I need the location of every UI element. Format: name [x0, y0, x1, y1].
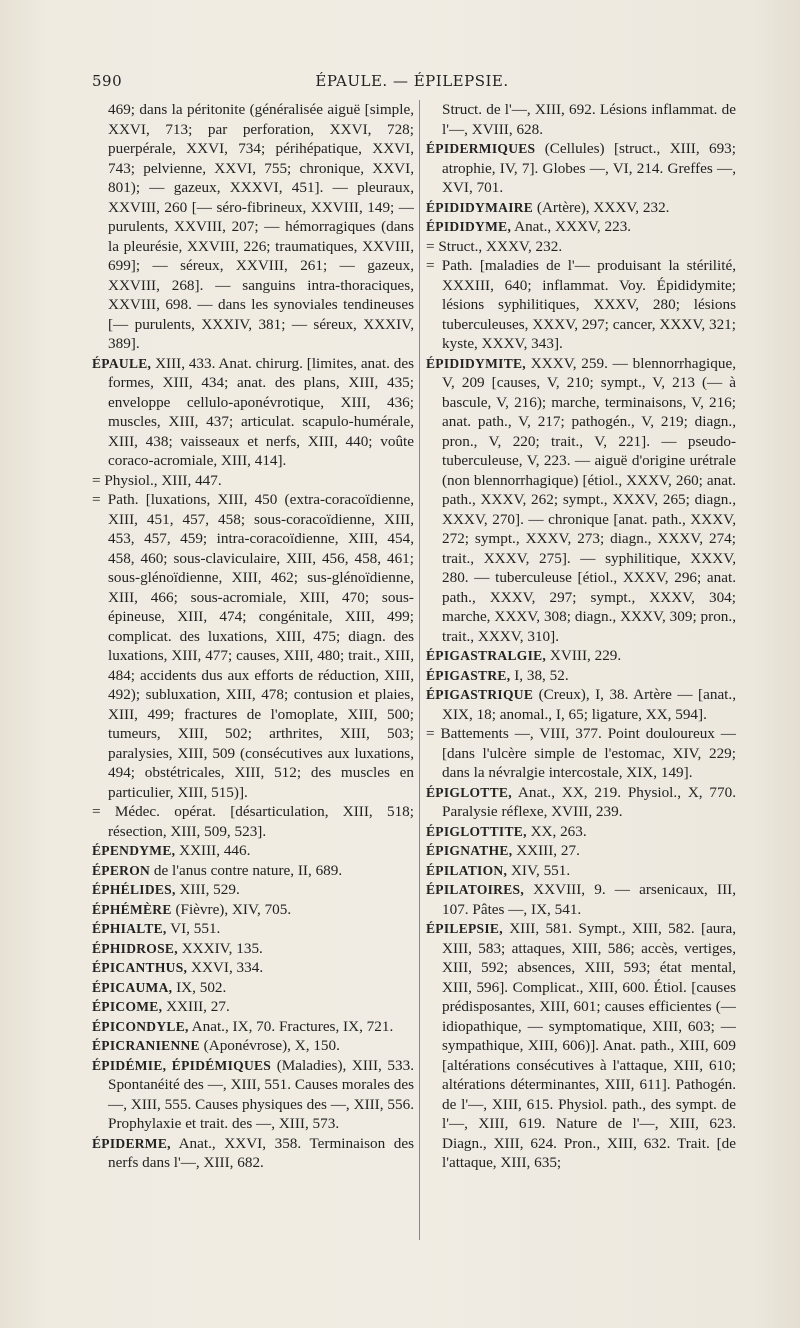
- entry-text: XVIII, 229.: [546, 647, 622, 664]
- entry-text: XXXIV, 135.: [177, 939, 263, 957]
- entry-headword: ÉPENDYME,: [92, 843, 176, 858]
- entry-text: 469; dans la péritonite (généralisée aiguë [simple, XXVI, 713; par perforation, XXVI, 728; puerpérale, XXVI, 734; périhépatique, XXVI, 743; pelvienne, XXVI, 755; chronique, XXVI, 801); — gazeux, XXXVI, 451]. — pleuraux, XXVIII, 260 [— séro-fibrineux, XXVIII, 149; — purulents, XXVIII, 207; — hémorragiques (dans la pleurésie, XXVIII, 226; traumatiques, XXVIII, 699]; — séreux, XXVIII, 261; — gazeux, XXVIII, 268]. — sanguins intra-thoraciques, XXVIII, 698. — dans les synoviales tendineuses [— purulents, XXXIV, 381; — séreux, XXXIV, 389].: [108, 101, 414, 352]
- index-entry: [92, 900, 414, 920]
- entry-headword: ÉPIGNATHE,: [426, 843, 513, 858]
- entry-headword: ÉPHÉLIDES,: [92, 882, 176, 897]
- entry-text: XIII, 581. Sympt., XIII, 582. [aura, XIII, 583; attaques, XIII, 586; accès, vertiges, XIII, 592; absences, XIII, 593; état mental, XIII, 596]. Complicat., XIII, 600. Étiol. [causes prédisposantes, XIII, 601; causes efficientes (— idiopathique, — symptomatique, XIII, 603; — sympathique, XIII, 606)]. Anat. path., XIII, 609 [altérations consécutives à l'attaque, XIII, 610; altérations déterminantes, XIII, 611]. Pathogén. de l'—, XIII, 615. Physiol. path., des sympt. de l'—, XIII, 619. Nature de l'—, XIII, 623. Diagn., XIII, 624. Pron., XIII, 632. Trait. [de l'attaque, XIII, 635;: [442, 920, 736, 1171]
- entry-text: VI, 551.: [166, 920, 221, 937]
- entry-headword: ÉPHÉMÈRE: [92, 901, 172, 917]
- entry-text: Anat., XXXV, 223.: [511, 218, 632, 235]
- index-entry: [92, 354, 414, 471]
- index-entry: [92, 841, 414, 861]
- entry-headword: ÉPAULE,: [92, 355, 152, 371]
- entry-headword: ÉPIDIDYME,: [426, 219, 512, 234]
- entry-text: (Aponévrose), X, 150.: [199, 1037, 340, 1054]
- index-entry: [426, 822, 736, 842]
- entry-text: = Path. [maladies de l'— produisant la stérilité, XXXIII, 640; inflammat. Voy. Épididymite; lésions syphilitiques, XXXV, 280; lésions tuberculeuses, XXXV, 297; cancer, XXXV, 321; kyste, XXXV, 343].: [426, 257, 736, 352]
- index-entry: [426, 861, 736, 881]
- entry-headword: ÉPIGASTRE,: [426, 667, 511, 683]
- entry-text: XXVI, 334.: [187, 959, 264, 976]
- entry-headword: ÉPERON: [92, 862, 151, 878]
- index-entry: [92, 1017, 414, 1037]
- column-divider: [419, 100, 420, 1240]
- index-entry: [426, 198, 736, 218]
- index-entry: [426, 256, 736, 354]
- entry-text: XIII, 433. Anat. chirurg. [limites, anat. des formes, XIII, 434; anat. des plans, XIII, 435; enveloppe cellulo-aponévrotique, XIII, 436; muscles, XIII, 437; articulat. scapulo-humérale, XIII, 438; vaisseaux et nerfs, XIII, 440; voûte coraco-acromiale, XIII, 414].: [108, 354, 414, 469]
- left-column: [92, 100, 414, 1173]
- index-entry: [92, 939, 414, 959]
- entry-headword: ÉPICRANIENNE: [92, 1038, 200, 1053]
- right-column: [426, 100, 736, 1173]
- entry-headword: ÉPICONDYLE,: [92, 1018, 189, 1034]
- index-entry: [426, 217, 736, 237]
- index-entry: [426, 880, 736, 919]
- entry-headword: ÉPIDIDYMITE,: [426, 355, 526, 371]
- index-entry: [426, 100, 736, 139]
- entry-headword: ÉPHIALTE,: [92, 921, 167, 936]
- entry-text: (Cellules) [struct., XIII, 693; atrophie, IV, 7]. Globes —, VI, 214. Greffes —, XVI, 701.: [442, 140, 736, 196]
- index-entry: [92, 100, 414, 354]
- entry-headword: ÉPHIDROSE,: [92, 940, 178, 956]
- index-entry: [92, 1056, 414, 1134]
- entry-text: Struct. de l'—, XIII, 692. Lésions inflammat. de l'—, XVIII, 628.: [442, 101, 736, 138]
- index-entry: [92, 490, 414, 802]
- index-entry: [92, 978, 414, 998]
- index-entry: [426, 354, 736, 647]
- index-entry: [92, 958, 414, 978]
- entry-text: (Maladies), XIII, 533. Spontanéité des —, XIII, 551. Causes morales des —, XIII, 555. Causes physiques des —, XIII, 556. Prophylaxie et trait. des —, XIII, 573.: [108, 1056, 414, 1132]
- entry-text: I, 38, 52.: [510, 666, 569, 684]
- entry-headword: ÉPIDERMIQUES: [426, 141, 536, 156]
- index-entry: [92, 880, 414, 900]
- entry-text: XX, 263.: [526, 822, 587, 840]
- index-entry: [426, 237, 736, 257]
- page-number: 590: [92, 72, 123, 90]
- index-entry: [426, 783, 736, 822]
- index-entry: [426, 646, 736, 666]
- entry-headword: ÉPICOME,: [92, 999, 163, 1014]
- entry-headword: ÉPIDIDYMAIRE: [426, 199, 534, 215]
- entry-headword: ÉPIGLOTTITE,: [426, 823, 527, 839]
- entry-headword: ÉPICANTHUS,: [92, 960, 188, 975]
- entry-text: = Médec. opérat. [désarticulation, XIII, 518; résection, XIII, 509, 523].: [92, 803, 414, 840]
- entry-text: = Battements —, VIII, 377. Point douloureux — [dans l'ulcère simple de l'estomac, XIV, 229; dans la névralgie intercostale, XIX, 149].: [426, 725, 736, 781]
- index-entry: [92, 1134, 414, 1173]
- index-entry: [426, 666, 736, 686]
- entry-headword: ÉPICAUMA,: [92, 979, 173, 995]
- index-entry: [92, 919, 414, 939]
- entry-text: XXIII, 27.: [162, 998, 230, 1015]
- index-entry: [426, 139, 736, 198]
- index-entry: [92, 861, 414, 881]
- index-entry: [426, 919, 736, 1173]
- index-entry: [426, 724, 736, 783]
- index-entry: [92, 471, 414, 491]
- entry-text: XXXV, 259. — blennorrhagique, V, 209 [causes, V, 210; sympt., V, 213 (— à bascule, V, 216); marche, terminaisons, V, 216; anat. path., V, 217; pathogén., V, 219; diagn., pron., V, 220; trait., V, 221]. — pseudo-tuberculeuse, V, 223. — aiguë d'origine urétrale (non blennorrhagique) [étiol., XXXV, 260; anat. path., XXXV, 262; sympt., XXXV, 265; diagn., XXXV, 270]. — chronique [anat. path., XXXV, 272; sympt., XXXV, 273; diagn., XXXV, 274; trait., XXXV, 275]. — syphilitique, XXXV, 280. — tuberculeuse [étiol., XXXV, 296; anat. path., XXXV, 297; sympt., XXXV, 304; marche, XXXV, 308; diagn., XXXV, 309; pron., trait., XXXV, 310].: [442, 354, 736, 645]
- entry-text: Anat., IX, 70. Fractures, IX, 721.: [188, 1017, 394, 1035]
- entry-text: XXVIII, 9. — arsenicaux, III, 107. Pâtes —, IX, 541.: [442, 881, 736, 918]
- index-entry: [426, 841, 736, 861]
- entry-text: Anat., XXVI, 358. Terminaison des nerfs dans l'—, XIII, 682.: [108, 1134, 414, 1171]
- entry-text: = Struct., XXXV, 232.: [426, 237, 563, 255]
- page-header: [0, 72, 800, 94]
- entry-text: XIII, 529.: [175, 881, 240, 898]
- entry-text: Anat., XX, 219. Physiol., X, 770. Paralysie réflexe, XVIII, 239.: [442, 783, 736, 820]
- entry-text: (Fièvre), XIV, 705.: [171, 900, 292, 918]
- entry-text: XIV, 551.: [507, 861, 571, 879]
- entry-headword: ÉPIGLOTTE,: [426, 784, 512, 800]
- entry-text: (Creux), I, 38. Artère — [anat., XIX, 18; anomal., I, 65; ligature, XX, 594].: [442, 686, 736, 723]
- entry-text: = Physiol., XIII, 447.: [92, 471, 222, 489]
- entry-headword: ÉPIGASTRIQUE: [426, 687, 534, 702]
- entry-headword: ÉPILATION,: [426, 862, 508, 878]
- entry-headword: ÉPILEPSIE,: [426, 921, 503, 936]
- entry-headword: ÉPILATOIRES,: [426, 882, 525, 897]
- entry-headword: ÉPIDÉMIE, ÉPIDÉMIQUES: [92, 1057, 272, 1073]
- entry-text: = Path. [luxations, XIII, 450 (extra-coracoïdienne, XIII, 451, 457, 458; sous-coracoïdienne, XIII, 453, 457, 459; intra-coracoïdienne, XIII, 454, 458, 460; sous-claviculaire, XIII, 456, 458, 461; sous-glénoïdienne, XIII, 462; sus-glénoïdienne, XIII, 466; sous-acromiale, XIII, 470; sous-épineuse, XIII, 474; congénitale, XIII, 499; complicat. des luxations, XIII, 475; diagn. des luxations, XIII, 477; causes, XIII, 480; trait., XIII, 484; accidents dus aux efforts de réduction, XIII, 492); subluxation, XIII, 478; contusion et plaies, XIII, 499; fractures de l'omoplate, XIII, 500; tumeurs, XIII, 502; arthrites, XIII, 503; paralysies, XIII, 509 (consécutives aux luxations, 494; obstétricales, XIII, 512; des muscles en particulier, XIII, 515)].: [92, 491, 414, 801]
- index-entry: [92, 1036, 414, 1056]
- entry-text: (Artère), XXXV, 232.: [533, 198, 670, 216]
- index-entry: [92, 802, 414, 841]
- entry-text: XXIII, 446.: [175, 842, 251, 859]
- entry-headword: ÉPIDERME,: [92, 1135, 171, 1151]
- entry-text: de l'anus contre nature, II, 689.: [150, 861, 343, 879]
- running-head: ÉPAULE. — ÉPILEPSIE.: [315, 72, 509, 90]
- entry-headword: ÉPIGASTRALGIE,: [426, 648, 547, 663]
- index-entry: [426, 685, 736, 724]
- index-entry: [92, 997, 414, 1017]
- entry-text: XXIII, 27.: [512, 842, 580, 859]
- entry-text: IX, 502.: [172, 978, 227, 996]
